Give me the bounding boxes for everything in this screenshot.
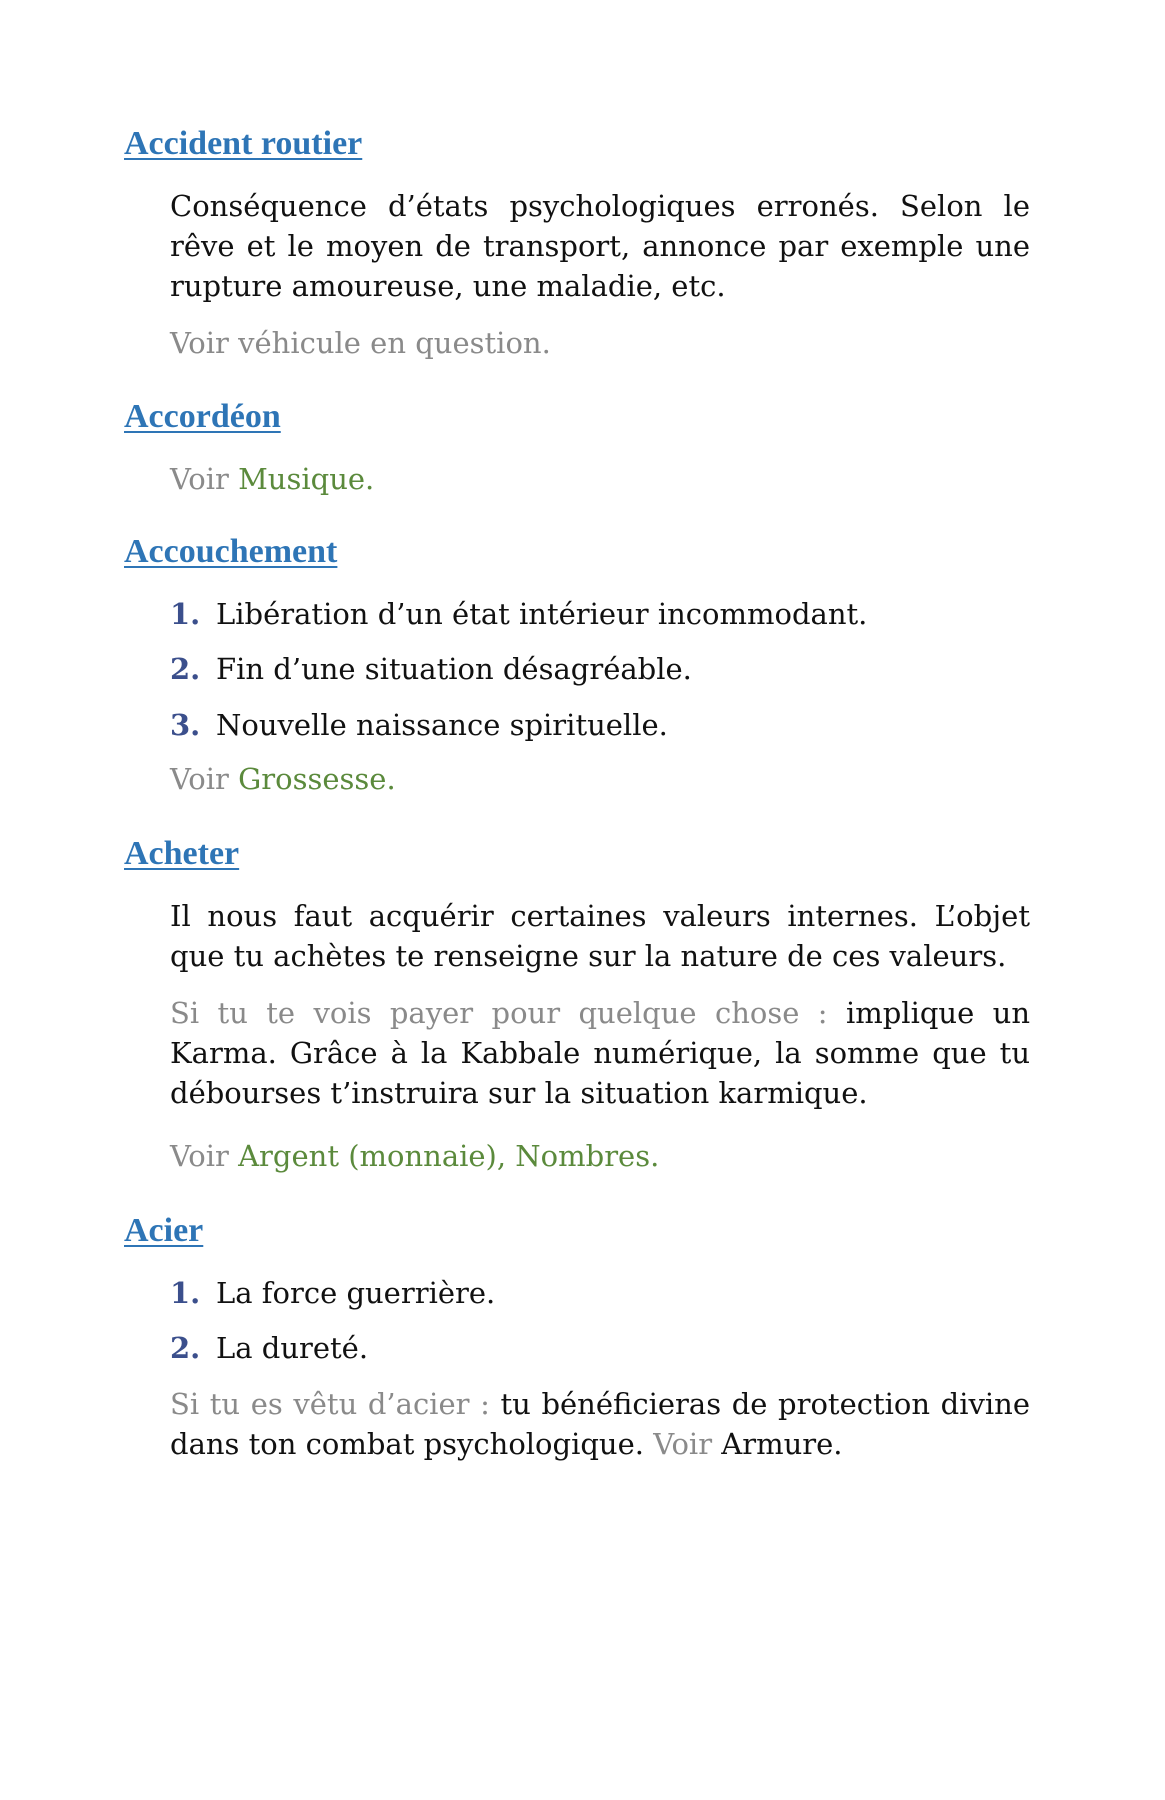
- list-item: La force guerrière.: [216, 1276, 496, 1310]
- condition-text: implique un Karma. Grâce à la Kabbale numérique, la somme que tu débourses t’instruira sur la situation karmique.: [170, 996, 1031, 1110]
- condition-label: Si tu es vêtu d’acier :: [170, 1387, 490, 1421]
- list-item-number: 2.: [170, 652, 201, 686]
- see-also-prefix: Voir: [170, 462, 229, 496]
- list-item-number: 1.: [170, 597, 201, 631]
- entry-title-acier: Acier: [124, 1212, 204, 1249]
- entry-title-accident-routier: Accident routier: [124, 125, 363, 162]
- see-also-prefix: Voir: [653, 1427, 713, 1461]
- entry-condition-acier: [170, 1384, 1030, 1464]
- condition-text: tu bénéficieras de protection divine dans ton combat psychologique.: [170, 1387, 1030, 1461]
- list-item-number: 2.: [170, 1331, 201, 1365]
- see-also-link-armure[interactable]: Armure.: [721, 1427, 843, 1461]
- see-also-prefix: Voir: [170, 762, 229, 796]
- see-also-link-argent-nombres[interactable]: Argent (monnaie), Nombres.: [238, 1139, 660, 1173]
- see-also-link-grossesse[interactable]: Grossesse.: [238, 762, 396, 796]
- condition-label: Si tu te vois payer pour quelque chose :: [170, 996, 828, 1030]
- list-item: Nouvelle naissance spirituelle.: [216, 708, 668, 742]
- see-also-accident-routier: Voir véhicule en question.: [170, 326, 551, 360]
- entry-description-accident-routier: Conséquence d’états psychologiques erronés. Selon le rêve et le moyen de transport, annonce par exemple une rupture amoureuse, une maladie, etc.: [170, 189, 1030, 303]
- entry-condition-acheter: [170, 993, 1030, 1113]
- entry-title-accouchement: Accouchement: [124, 533, 338, 570]
- see-also-prefix: Voir: [170, 1139, 229, 1173]
- list-item: La dureté.: [216, 1331, 369, 1365]
- list-item-number: 3.: [170, 708, 201, 742]
- list-item: Fin d’une situation désagréable.: [216, 652, 692, 686]
- see-also-accouchement: [170, 759, 1030, 799]
- entry-title-acheter: Acheter: [124, 835, 240, 872]
- see-also-acheter: [170, 1136, 1030, 1176]
- entry-title-accordeon: Accordéon: [124, 398, 281, 435]
- see-also-link-musique[interactable]: Musique.: [238, 462, 375, 496]
- see-also-accordeon: [170, 459, 1030, 499]
- list-item-number: 1.: [170, 1276, 201, 1310]
- entry-description-acheter: Il nous faut acquérir certaines valeurs internes. L’objet que tu achètes te renseigne sur la nature de ces valeurs.: [170, 899, 1030, 973]
- list-item: Libération d’un état intérieur incommodant.: [216, 597, 868, 631]
